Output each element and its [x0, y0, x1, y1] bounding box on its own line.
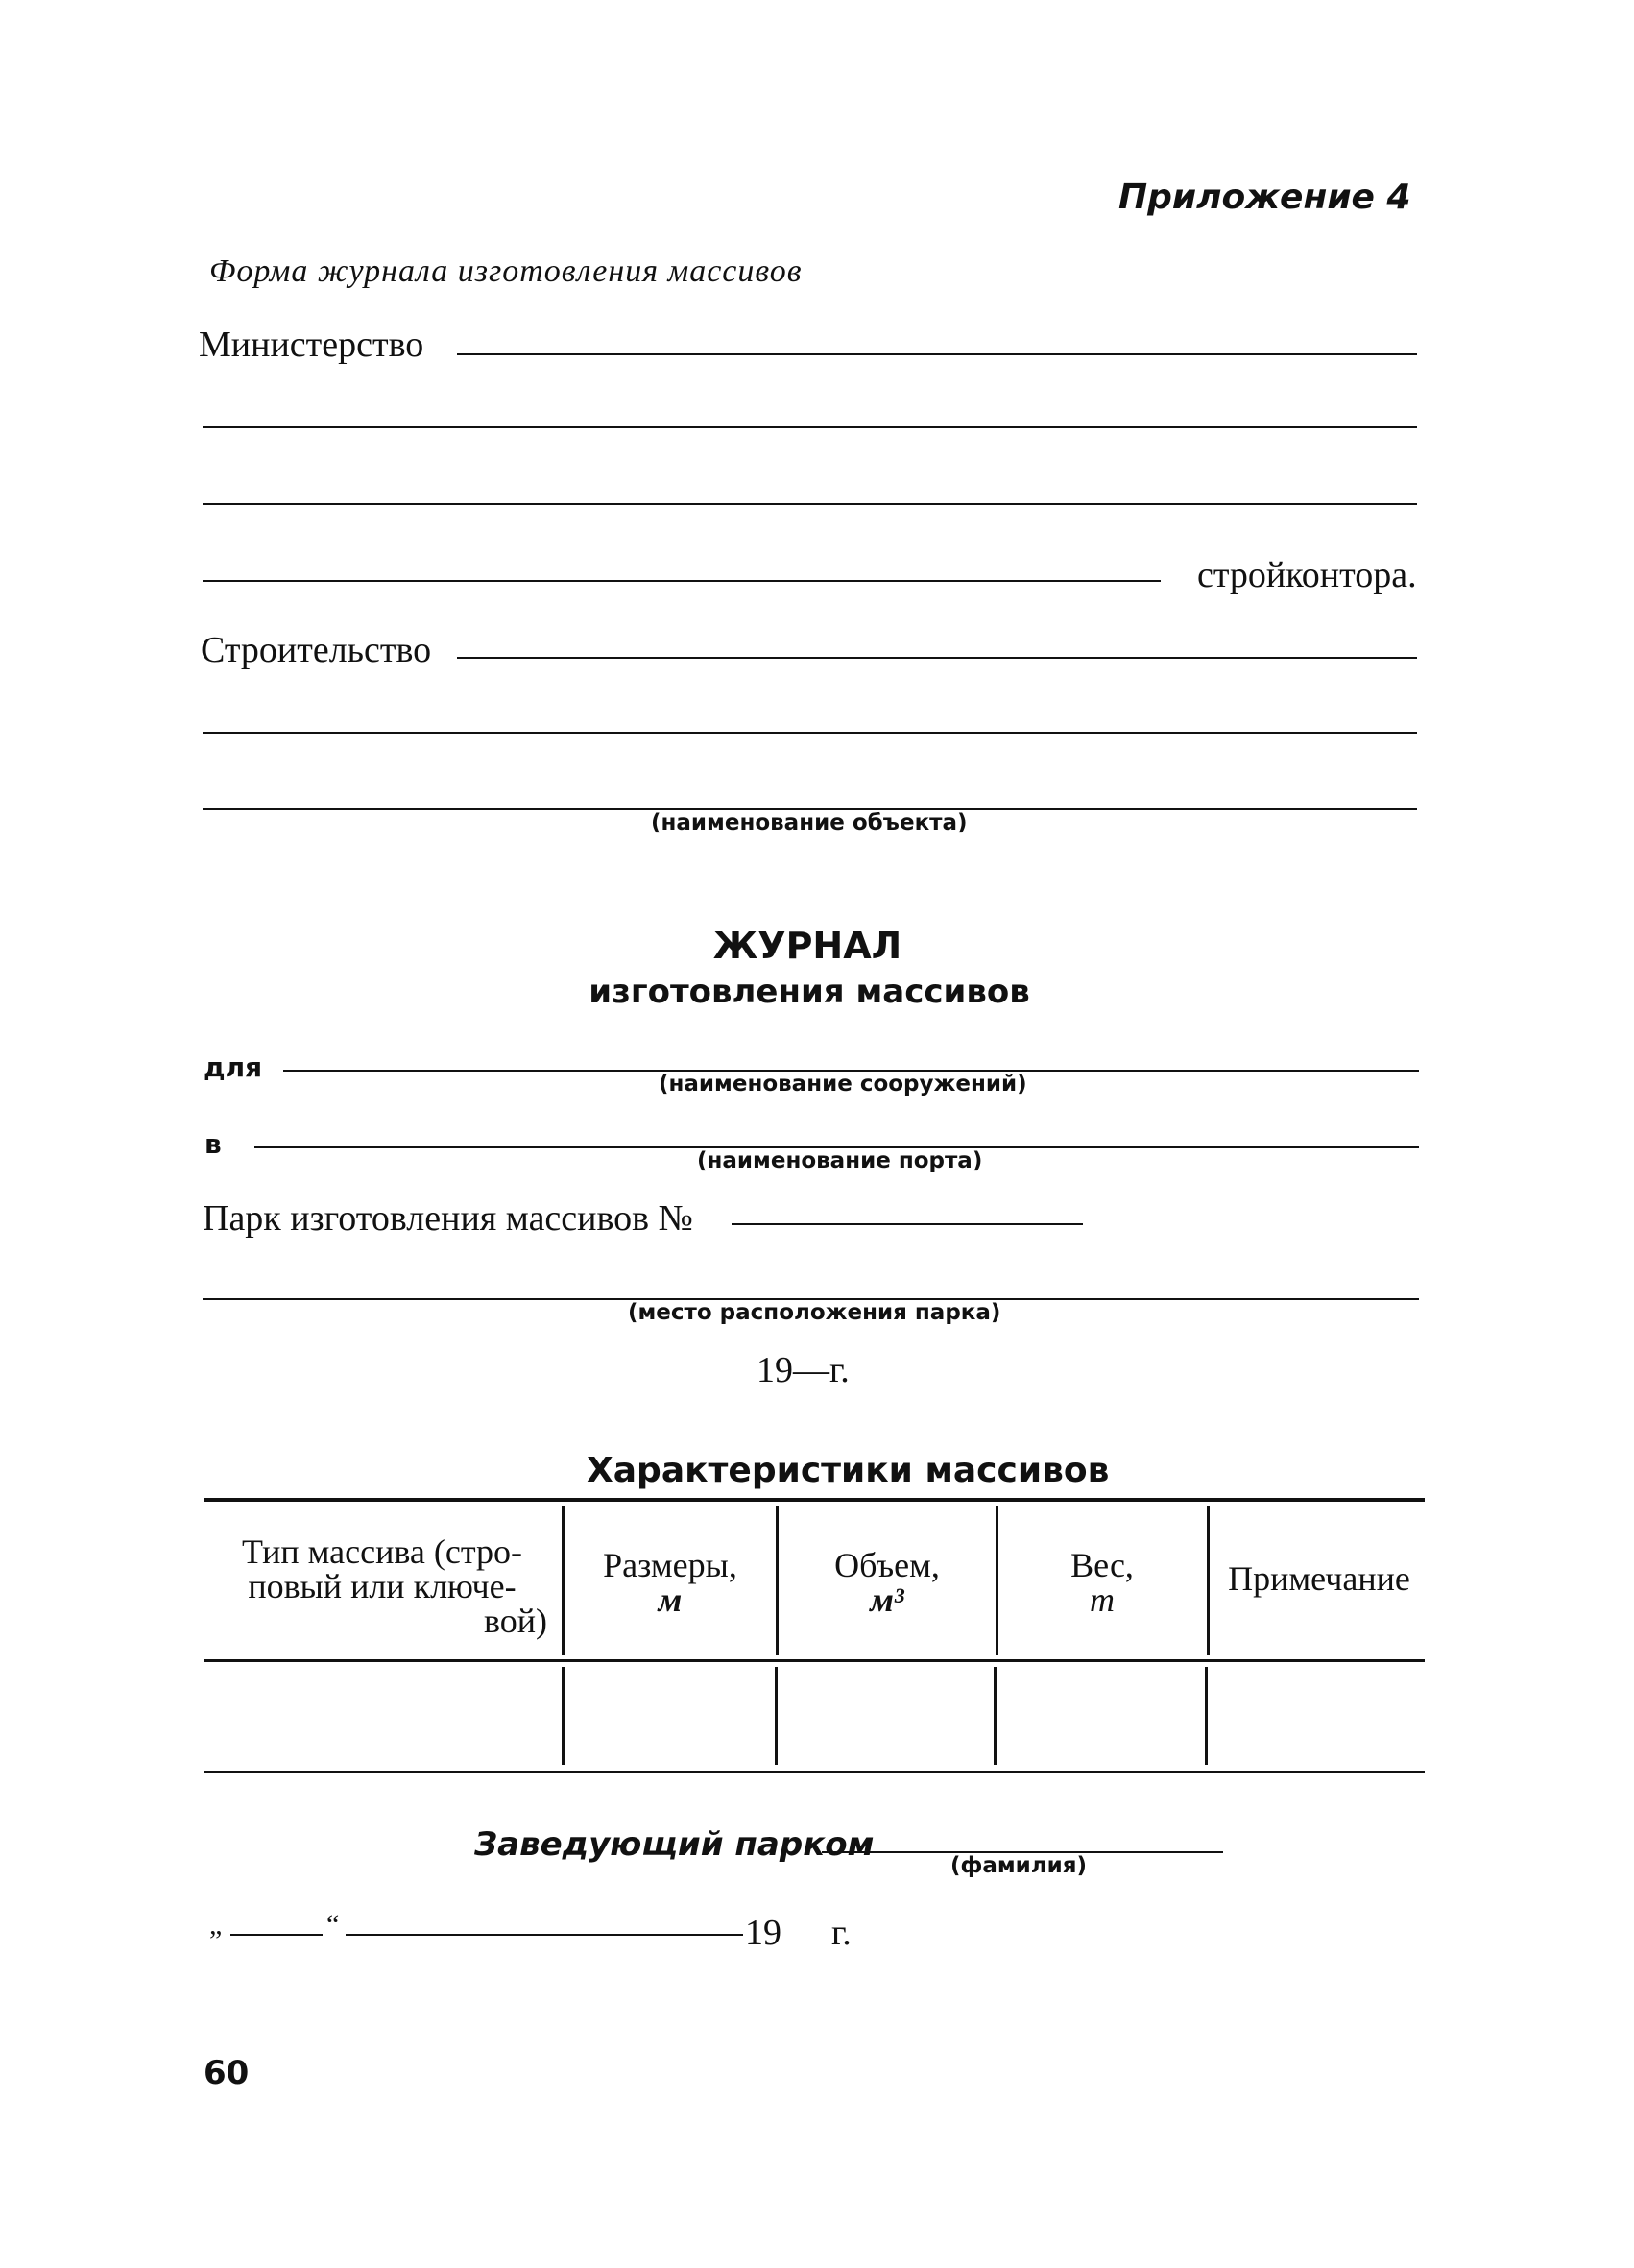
date-year: 19 [745, 1913, 781, 1953]
ministry-fill-line-2[interactable] [203, 426, 1417, 428]
header-type-line: вой) [483, 1602, 547, 1640]
col-divider [562, 1506, 565, 1655]
table-top-rule [204, 1498, 1425, 1502]
in-label: в [204, 1128, 222, 1160]
header-note: Примечание [1228, 1559, 1410, 1598]
ministry-label: Министерство [199, 325, 424, 365]
date-day-fill-line[interactable] [230, 1934, 323, 1936]
col-divider [996, 1506, 998, 1655]
header-volume [781, 1548, 993, 1617]
park-location-caption: (место расположения парка) [628, 1300, 1001, 1325]
park-label: Парк изготовления массивов № [203, 1198, 693, 1239]
date-year-suffix: г. [831, 1913, 852, 1953]
header-weight-label: Вес, [1070, 1546, 1134, 1584]
col-divider [994, 1667, 997, 1765]
table-title: Характеристики массивов [587, 1451, 1110, 1490]
construction-label: Строительство [201, 630, 432, 670]
header-weight-unit: т [1090, 1580, 1115, 1619]
office-fill-line[interactable] [203, 580, 1161, 582]
signature-label: Заведующий парком [474, 1825, 875, 1864]
header-size-unit: м [658, 1580, 683, 1619]
construction-fill-line-2[interactable] [203, 732, 1417, 734]
header-volume-label: Объем, [834, 1546, 940, 1584]
header-size [568, 1548, 772, 1617]
header-size-label: Размеры, [603, 1546, 737, 1584]
ministry-fill-line[interactable] [457, 353, 1417, 355]
header-volume-unit: м³ [870, 1580, 904, 1619]
port-caption: (наименование порта) [697, 1148, 983, 1173]
appendix-label: Приложение 4 [1118, 178, 1411, 217]
page-number: 60 [204, 2054, 250, 2092]
characteristics-table [204, 1498, 1425, 1774]
table-header-rule [204, 1659, 1425, 1662]
header-type-line: Тип массива (стро- [242, 1532, 522, 1571]
cell-type[interactable] [204, 1667, 559, 1765]
header-type [213, 1534, 551, 1638]
journal-title [0, 925, 1634, 967]
year-line: 19—г. [757, 1350, 850, 1390]
table-bottom-rule [204, 1771, 1425, 1773]
ministry-fill-line-3[interactable] [203, 503, 1417, 505]
col-divider [1205, 1667, 1208, 1765]
cell-size[interactable] [566, 1667, 772, 1765]
signature-caption: (фамилия) [950, 1853, 1088, 1878]
col-divider [776, 1506, 779, 1655]
form-title: Форма журнала изготовления массивов [209, 253, 803, 289]
office-suffix: стройконтора. [1197, 555, 1417, 595]
cell-weight[interactable] [998, 1667, 1202, 1765]
date-month-fill-line[interactable] [346, 1934, 743, 1936]
col-divider [775, 1667, 778, 1765]
cell-note[interactable] [1210, 1667, 1425, 1765]
structures-caption: (наименование сооружений) [659, 1072, 1027, 1097]
header-weight [1000, 1548, 1204, 1617]
col-divider [562, 1667, 565, 1765]
date-close-quote: “ [326, 1909, 340, 1941]
park-number-fill-line[interactable] [732, 1223, 1083, 1225]
cell-volume[interactable] [780, 1667, 991, 1765]
date-open-quote: „ [209, 1909, 223, 1941]
col-divider [1207, 1506, 1210, 1655]
journal-title-text: ЖУРНАЛ [712, 925, 902, 967]
for-label: для [204, 1051, 263, 1083]
object-caption: (наименование объекта) [651, 810, 968, 835]
journal-subtitle [0, 973, 1634, 1011]
construction-fill-line[interactable] [457, 657, 1417, 659]
header-type-line: повый или ключе- [248, 1567, 517, 1605]
journal-subtitle-text: изготовления массивов [589, 973, 1030, 1011]
